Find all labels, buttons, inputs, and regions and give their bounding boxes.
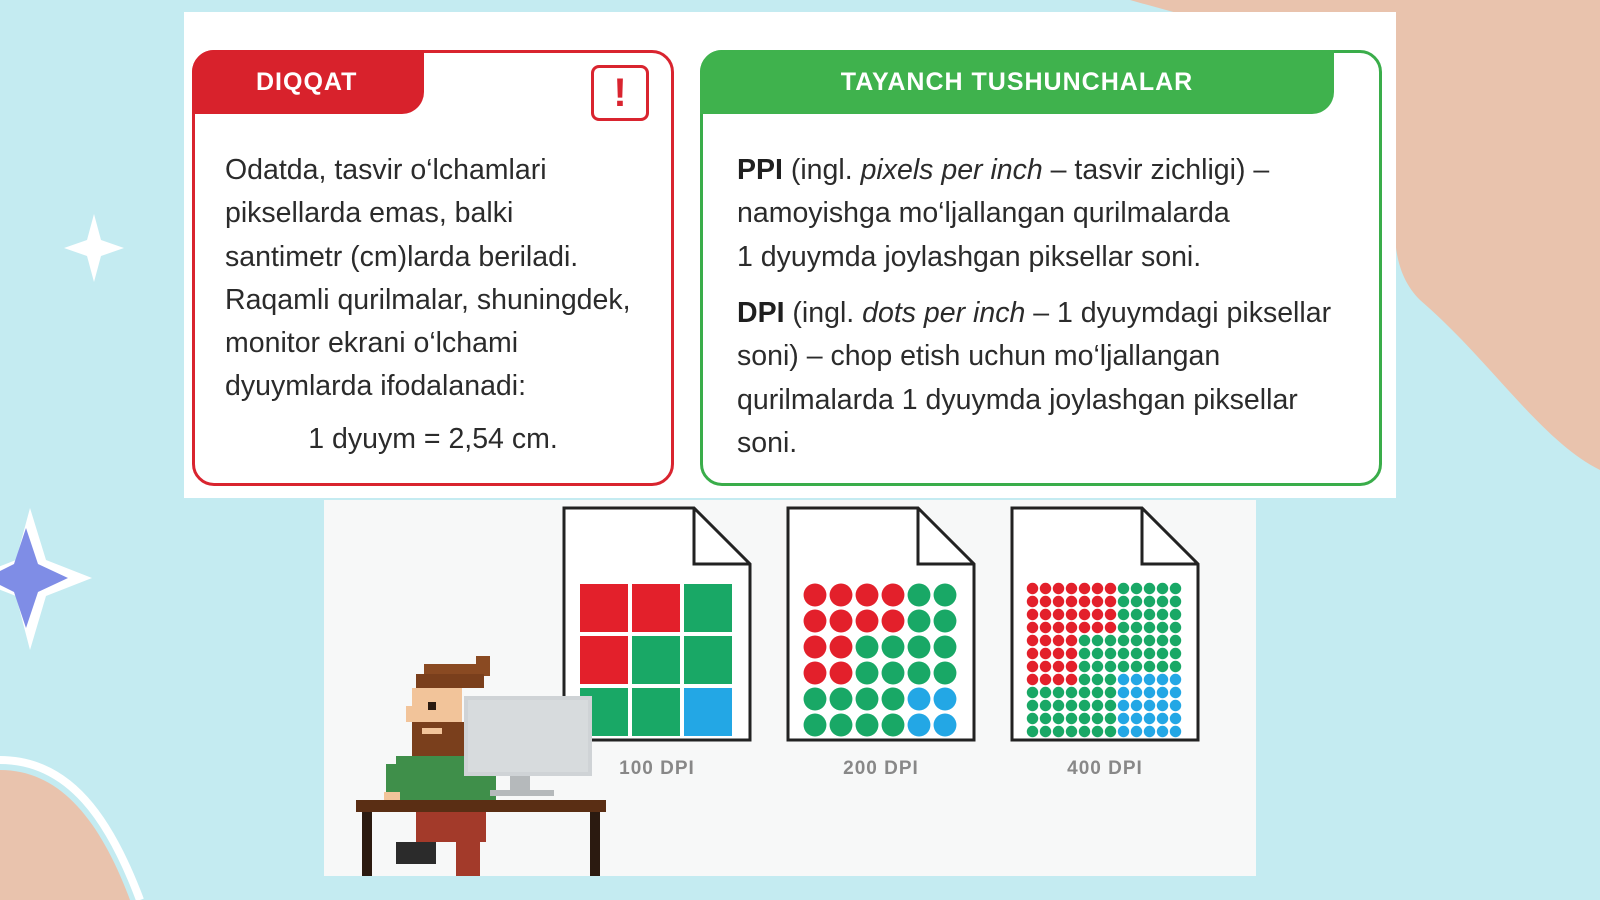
- pixel-cell: [1105, 635, 1116, 646]
- pixel-cell: [856, 584, 879, 607]
- pixel-cell: [1040, 648, 1051, 659]
- pixel-cell: [1144, 583, 1155, 594]
- pixel-cell: [1157, 622, 1168, 633]
- pixel-cell: [1040, 635, 1051, 646]
- dpi-expansion: dots per inch: [862, 297, 1026, 329]
- pixel-cell: [1027, 700, 1038, 711]
- ppi-line-3: 1 dyuymda joylashgan piksellar soni.: [737, 240, 1202, 273]
- pixel-cell: [1053, 700, 1064, 711]
- pixel-cell: [830, 584, 853, 607]
- pixel-cell: [1079, 648, 1090, 659]
- pixel-cell: [1066, 713, 1077, 724]
- pixel-cell: [1157, 687, 1168, 698]
- pixel-cell: [1170, 635, 1181, 646]
- pixel-cell: [1053, 713, 1064, 724]
- pixel-cell: [1157, 635, 1168, 646]
- pixel-cell: [830, 662, 853, 685]
- pixel-cell: [1131, 648, 1142, 659]
- ppi-line-1: [737, 149, 1357, 192]
- pixel-cell: [1144, 687, 1155, 698]
- pixel-cell: [1079, 700, 1090, 711]
- pixel-cell: [1027, 609, 1038, 620]
- pixel-cell: [1079, 635, 1090, 646]
- pixel-cell: [882, 610, 905, 633]
- pixel-cell: [1053, 726, 1064, 737]
- ppi-rest: – tasvir zichligi) –: [1042, 154, 1270, 186]
- pixel-cell: [1053, 583, 1064, 594]
- pixel-cell: [830, 714, 853, 737]
- pixel-cell: [1092, 700, 1103, 711]
- pixel-cell: [632, 688, 680, 736]
- dpi-label-100: 100 DPI: [619, 758, 695, 779]
- pixel-cell: [1131, 596, 1142, 607]
- pixel-cell: [1053, 661, 1064, 672]
- pixel-cell: [1118, 661, 1129, 672]
- pixel-man-computer-icon: [356, 656, 616, 876]
- pixel-cell: [804, 636, 827, 659]
- pixel-cell: [1131, 583, 1142, 594]
- pixel-cell: [1105, 648, 1116, 659]
- exclamation-icon: !: [591, 65, 649, 121]
- pixel-cell: [1144, 596, 1155, 607]
- pixel-cell: [1027, 661, 1038, 672]
- pixel-cell: [908, 636, 931, 659]
- pixel-cell: [1040, 726, 1051, 737]
- pixel-cell: [1118, 713, 1129, 724]
- pixel-cell: [1066, 648, 1077, 659]
- pixel-cell: [1170, 596, 1181, 607]
- pixel-cell: [1118, 635, 1129, 646]
- pixel-cell: [1040, 661, 1051, 672]
- pixel-cell: [1092, 609, 1103, 620]
- dpi-rest: – 1 dyuymdagi piksellar: [1025, 297, 1332, 329]
- pixel-cell: [1170, 687, 1181, 698]
- pixel-cell: [1118, 726, 1129, 737]
- pixel-cell: [1105, 700, 1116, 711]
- pixel-cell: [1118, 622, 1129, 633]
- pixel-cell: [1092, 635, 1103, 646]
- pixel-cell: [882, 714, 905, 737]
- pixel-cell: [1118, 687, 1129, 698]
- attention-line: dyuymlarda ifodalanadi:: [225, 370, 527, 403]
- pixel-cell: [1105, 687, 1116, 698]
- pixel-cell: [1131, 674, 1142, 685]
- pixel-cell: [1157, 596, 1168, 607]
- pixel-cell: [1092, 596, 1103, 607]
- pixel-cell: [1131, 687, 1142, 698]
- pixel-cell: [1040, 596, 1051, 607]
- pixel-cell: [1170, 726, 1181, 737]
- pixel-cell: [1040, 609, 1051, 620]
- pixel-cell: [684, 688, 732, 736]
- pixel-cell: [1144, 661, 1155, 672]
- pixel-cell: [1079, 583, 1090, 594]
- pixel-cell: [1144, 609, 1155, 620]
- pixel-cell: [882, 584, 905, 607]
- pixel-cell: [1105, 713, 1116, 724]
- pixel-cell: [1027, 596, 1038, 607]
- ppi-open: (ingl.: [782, 154, 861, 186]
- pixel-cell: [1131, 622, 1142, 633]
- attention-line: monitor ekrani o‘lchami: [225, 327, 519, 360]
- pixel-cell: [1066, 622, 1077, 633]
- pixel-cell: [1131, 713, 1142, 724]
- pixel-cell: [1157, 700, 1168, 711]
- pixel-cell: [1066, 609, 1077, 620]
- pixel-cell: [1170, 583, 1181, 594]
- pixel-cell: [1105, 609, 1116, 620]
- pixel-cell: [1118, 583, 1129, 594]
- pixel-cell: [1092, 726, 1103, 737]
- pixel-cell: [1170, 622, 1181, 633]
- pixel-cell: [1092, 661, 1103, 672]
- pixel-cell: [1027, 622, 1038, 633]
- dpi-definition: [737, 292, 1357, 465]
- pixel-cell: [1105, 622, 1116, 633]
- pixel-cell: [1131, 635, 1142, 646]
- pixel-cell: [1131, 726, 1142, 737]
- pixel-cell: [1105, 726, 1116, 737]
- pixel-cell: [1040, 674, 1051, 685]
- pixel-cell: [1157, 674, 1168, 685]
- pixel-cell: [830, 688, 853, 711]
- pixel-cell: [1105, 583, 1116, 594]
- pixel-cell: [804, 610, 827, 633]
- pixel-cell: [1066, 596, 1077, 607]
- dpi-line-1: [737, 292, 1357, 335]
- pixel-cell: [804, 662, 827, 685]
- pixel-cell: [1053, 609, 1064, 620]
- pixel-cell: [1157, 583, 1168, 594]
- pixel-cell: [856, 610, 879, 633]
- pixel-cell: [908, 662, 931, 685]
- pixel-cell: [1105, 596, 1116, 607]
- pixel-cell: [908, 714, 931, 737]
- dpi-label-200: 200 DPI: [843, 758, 919, 779]
- pixel-cell: [1053, 648, 1064, 659]
- pixel-cell: [1040, 700, 1051, 711]
- pixel-cell: [1066, 687, 1077, 698]
- inch-cm-formula: 1 dyuym = 2,54 cm.: [308, 423, 558, 455]
- ppi-line-2: namoyishga mo‘ljallangan qurilmalarda: [737, 197, 1230, 230]
- pixel-cell: [1053, 674, 1064, 685]
- pixel-cell: [580, 584, 628, 632]
- pixel-cell: [908, 610, 931, 633]
- pixel-cell: [1118, 674, 1129, 685]
- dpi-label-400: 400 DPI: [1067, 758, 1143, 779]
- attention-title: DIQQAT: [192, 50, 424, 114]
- dpi-line-4: soni.: [737, 426, 798, 459]
- pixel-cell: [1027, 687, 1038, 698]
- attention-line: Raqamli qurilmalar, shuningdek,: [225, 283, 631, 316]
- pixel-cell: [1092, 622, 1103, 633]
- pixel-cell: [1040, 583, 1051, 594]
- attention-line: santimetr (cm)larda beriladi.: [225, 240, 579, 273]
- pixel-cell: [934, 662, 957, 685]
- pixel-cell: [1144, 648, 1155, 659]
- pixel-cell: [1131, 609, 1142, 620]
- pixel-cell: [1027, 648, 1038, 659]
- pixel-cell: [1170, 609, 1181, 620]
- pixel-cell: [882, 688, 905, 711]
- pixel-cell: [1105, 674, 1116, 685]
- pixel-cell: [1040, 622, 1051, 633]
- pixel-cell: [632, 636, 680, 684]
- dpi-term: DPI: [737, 297, 785, 329]
- pixel-cell: [856, 714, 879, 737]
- pixel-cell: [1144, 726, 1155, 737]
- pixel-cell: [804, 714, 827, 737]
- pixel-cell: [1170, 674, 1181, 685]
- pixel-cell: [1144, 635, 1155, 646]
- pixel-cell: [856, 636, 879, 659]
- pixel-cell: [1066, 674, 1077, 685]
- pixel-cell: [1066, 583, 1077, 594]
- pixel-cell: [1079, 622, 1090, 633]
- pixel-cell: [1066, 661, 1077, 672]
- pixel-cell: [804, 688, 827, 711]
- pixel-cell: [1157, 609, 1168, 620]
- sparkle-icon: [64, 214, 124, 282]
- pixel-cell: [1092, 713, 1103, 724]
- pixel-cell: [1157, 713, 1168, 724]
- pixel-cell: [1170, 700, 1181, 711]
- file-200dpi-icon: [786, 506, 976, 742]
- pixel-cell: [684, 636, 732, 684]
- attention-line: piksellarda emas, balki: [225, 197, 514, 230]
- pixel-cell: [1118, 609, 1129, 620]
- pixel-cell: [1027, 635, 1038, 646]
- pixel-cell: [1144, 622, 1155, 633]
- dpi-open: (ingl.: [784, 297, 863, 329]
- pixel-cell: [804, 584, 827, 607]
- ppi-expansion: pixels per inch: [860, 154, 1043, 186]
- pixel-cell: [1079, 609, 1090, 620]
- pixel-cell: [1144, 674, 1155, 685]
- pixel-cell: [1053, 622, 1064, 633]
- dpi-line-2: soni) – chop etish uchun mo‘ljallangan: [737, 340, 1221, 373]
- pixel-cell: [1027, 713, 1038, 724]
- pixel-cell: [1131, 700, 1142, 711]
- pixel-cell: [1170, 648, 1181, 659]
- pixel-cell: [1144, 713, 1155, 724]
- pixel-cell: [1157, 648, 1168, 659]
- pixel-cell: [934, 584, 957, 607]
- pixel-cell: [1118, 700, 1129, 711]
- pixel-cell: [908, 688, 931, 711]
- pixel-cell: [684, 584, 732, 632]
- ppi-term: PPI: [737, 154, 783, 186]
- attention-box: [192, 50, 674, 486]
- pixel-cell: [1157, 726, 1168, 737]
- pixel-cell: [934, 688, 957, 711]
- pixel-cell: [1118, 648, 1129, 659]
- attention-line: Odatda, tasvir o‘lchamlari: [225, 154, 547, 186]
- pixel-cell: [1144, 700, 1155, 711]
- pixel-cell: [1157, 661, 1168, 672]
- pixel-cell: [830, 636, 853, 659]
- pixel-cell: [1131, 661, 1142, 672]
- pixel-cell: [1079, 687, 1090, 698]
- pixel-cell: [1040, 713, 1051, 724]
- dpi-line-3: qurilmalarda 1 dyuymda joylashgan piksellar: [737, 383, 1298, 416]
- pixel-cell: [1079, 713, 1090, 724]
- pixel-cell: [1040, 687, 1051, 698]
- pixel-cell: [1066, 700, 1077, 711]
- pixel-cell: [882, 636, 905, 659]
- pixel-cell: [1053, 635, 1064, 646]
- pixel-cell: [1118, 596, 1129, 607]
- pixel-cell: [1053, 596, 1064, 607]
- pixel-cell: [1105, 661, 1116, 672]
- pixel-cell: [1053, 687, 1064, 698]
- pixel-cell: [908, 584, 931, 607]
- attention-text: [225, 149, 655, 409]
- pixel-cell: [1092, 687, 1103, 698]
- pixel-cell: [1079, 596, 1090, 607]
- pixel-cell: [830, 610, 853, 633]
- pixel-cell: [1092, 674, 1103, 685]
- pixel-cell: [1092, 583, 1103, 594]
- pixel-cell: [632, 584, 680, 632]
- key-concepts-box: [700, 50, 1382, 486]
- pixel-cell: [1066, 726, 1077, 737]
- pixel-cell: [1027, 726, 1038, 737]
- pixel-cell: [1066, 635, 1077, 646]
- pixel-cell: [856, 688, 879, 711]
- pixel-cell: [1092, 648, 1103, 659]
- pixel-cell: [934, 610, 957, 633]
- file-400dpi-icon: [1010, 506, 1200, 742]
- pixel-cell: [882, 662, 905, 685]
- pixel-cell: [1079, 674, 1090, 685]
- pixel-cell: [934, 714, 957, 737]
- ppi-definition: [737, 149, 1357, 279]
- pixel-cell: [934, 636, 957, 659]
- key-concepts-title: TAYANCH TUSHUNCHALAR: [700, 50, 1334, 114]
- pixel-cell: [1027, 674, 1038, 685]
- pixel-cell: [1170, 661, 1181, 672]
- pixel-cell: [1170, 713, 1181, 724]
- pixel-cell: [1079, 661, 1090, 672]
- pixel-cell: [1027, 583, 1038, 594]
- pixel-cell: [1079, 726, 1090, 737]
- pixel-cell: [856, 662, 879, 685]
